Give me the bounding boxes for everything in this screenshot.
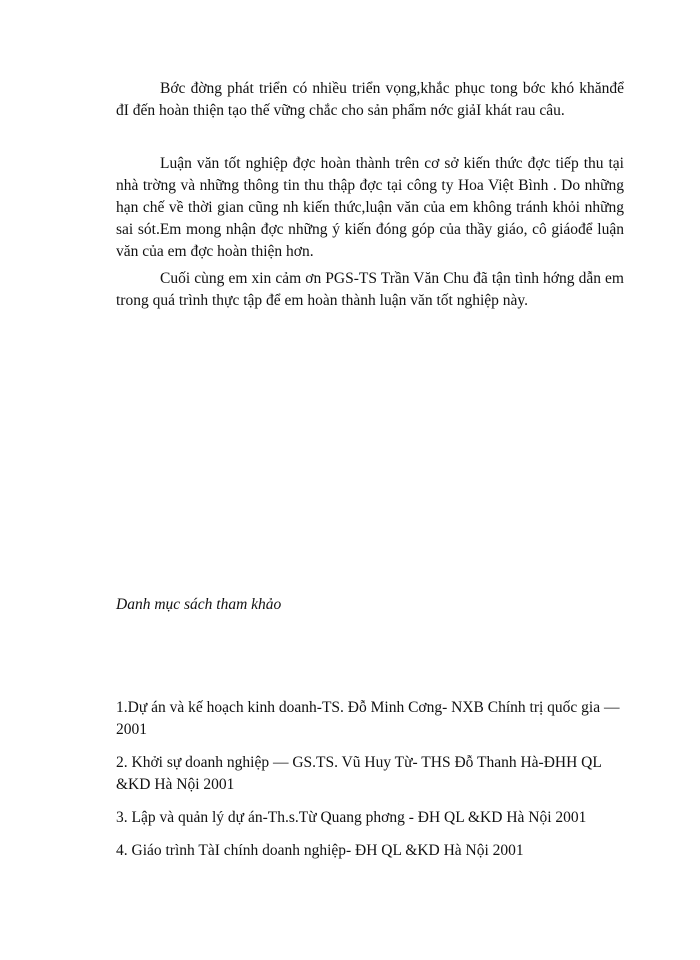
references-list [116,697,626,873]
reference-item: 2. Khởi sự doanh nghiệp — GS.TS. Vũ Huy Từ- THS Đỗ Thanh Hà-ĐHH QL &KD Hà Nội 2001 [116,754,602,793]
references-title: Danh mục sách tham khảo [116,596,282,613]
reference-item: 3. Lập và quản lý dự án-Th.s.Từ Quang phơng - ĐH QL &KD Hà Nội 2001 [116,809,587,826]
reference-item: 1.Dự án và kế hoạch kinh doanh-TS. Đỗ Minh Cơng- NXB Chính trị quốc gia —2001 [116,699,620,738]
paragraph-development: Bớc đờng phát triển có nhiều triển vọng,khắc phục tong bớc khó khănđể đI đến hoàn thiện tạo thế vững chắc cho sản phẩm nớc giảI khát rau câu. [116,80,624,119]
paragraph-acknowledgement: Cuối cùng em xin cảm ơn PGS-TS Trần Văn Chu đã tận tình hớng dẫn em trong quá trình thực tập để em hoàn thành luận văn tốt nghiệp này. [116,270,624,309]
paragraph-thesis-completion: Luận văn tốt nghiệp đợc hoàn thành trên cơ sở kiến thức đợc tiếp thu tại nhà trờng và những thông tin thu thập đợc tại công ty Hoa Việt Bình . Do những hạn chế về thời gian cũng nh kiến thức,luận văn của em không tránh khỏi những sai sót.Em mong nhận đợc những ý kiến đóng góp của thầy giáo, cô giáođể luận văn của em đợc hoàn thiện hơn. [116,155,624,260]
reference-item: 4. Giáo trình TàI chính doanh nghiệp- ĐH QL &KD Hà Nội 2001 [116,842,524,859]
